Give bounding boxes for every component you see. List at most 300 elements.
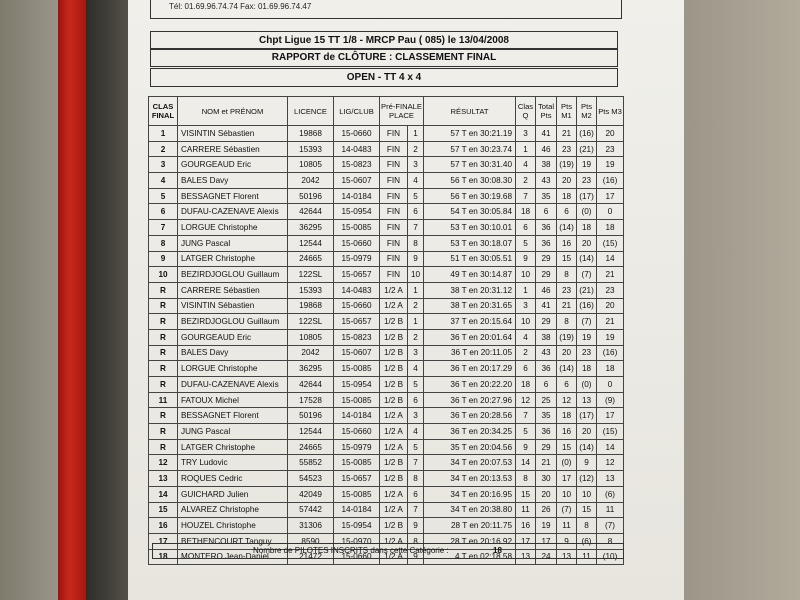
cell-pts-m2: (0) (577, 204, 597, 220)
cell-club: 14-0184 (334, 188, 380, 204)
col-header-pts-m3: Pts M3 (597, 97, 624, 126)
cell-pilot-name: LATGER Christophe (178, 439, 288, 455)
cell-rank: 11 (149, 392, 178, 408)
cell-pts-m1: 12 (557, 392, 577, 408)
cell-clas-q: 16 (516, 518, 536, 534)
cell-pilot-name: BESSAGNET Florent (178, 408, 288, 424)
cell-clas-q: 9 (516, 251, 536, 267)
cell-pts-m2: (21) (577, 282, 597, 298)
cell-pts-m2: (17) (577, 408, 597, 424)
cell-total-pts: 46 (536, 141, 557, 157)
cell-prefinal-place: 6 (408, 486, 424, 502)
table-row (149, 439, 624, 455)
cell-pts-m1: 6 (557, 204, 577, 220)
results-table (148, 96, 624, 565)
cell-total-pts: 36 (536, 220, 557, 236)
cell-result: 34 T en 20:13.53 (424, 471, 516, 487)
cell-pts-m1: 21 (557, 126, 577, 142)
cell-pts-m2: (6) (577, 533, 597, 549)
cell-rank: R (149, 439, 178, 455)
cell-pts-m2: 10 (577, 486, 597, 502)
cell-prefinal-group: 1/2 B (380, 518, 408, 534)
cell-pts-m2: (16) (577, 298, 597, 314)
cell-total-pts: 38 (536, 329, 557, 345)
table-row (149, 408, 624, 424)
cell-clas-q: 18 (516, 204, 536, 220)
cell-rank: 6 (149, 204, 178, 220)
cell-total-pts: 29 (536, 267, 557, 283)
cell-pts-m2: (7) (577, 267, 597, 283)
cell-pts-m1: 20 (557, 345, 577, 361)
cell-pts-m1: 16 (557, 424, 577, 440)
cell-pts-m3: 0 (597, 377, 624, 393)
cell-total-pts: 41 (536, 126, 557, 142)
cell-prefinal-place: 6 (408, 204, 424, 220)
cell-licence: 36295 (288, 220, 334, 236)
cell-club: 15-0657 (334, 471, 380, 487)
cell-pilot-name: CARRERE Sébastien (178, 141, 288, 157)
cell-rank: R (149, 408, 178, 424)
cell-prefinal-group: 1/2 A (380, 502, 408, 518)
cell-pts-m3: 19 (597, 329, 624, 345)
cell-total-pts: 29 (536, 439, 557, 455)
cell-licence: 55852 (288, 455, 334, 471)
cell-pts-m3: 19 (597, 157, 624, 173)
cell-pts-m3: 17 (597, 408, 624, 424)
table-row (149, 471, 624, 487)
cell-clas-q: 4 (516, 157, 536, 173)
cell-prefinal-group: 1/2 B (380, 361, 408, 377)
col-header-pts-m2: Pts M2 (577, 97, 597, 126)
table-row (149, 267, 624, 283)
cell-prefinal-place: 9 (408, 518, 424, 534)
table-row (149, 502, 624, 518)
cell-result: 56 T en 30:08.30 (424, 173, 516, 189)
cell-rank: 16 (149, 518, 178, 534)
cell-total-pts: 36 (536, 424, 557, 440)
cell-club: 15-0823 (334, 157, 380, 173)
cell-prefinal-place: 4 (408, 173, 424, 189)
cell-club: 15-0970 (334, 533, 380, 549)
contact-box (150, 0, 622, 19)
cell-total-pts: 20 (536, 486, 557, 502)
cell-result: 34 T en 20:16.95 (424, 486, 516, 502)
cell-total-pts: 17 (536, 533, 557, 549)
cell-rank: 14 (149, 486, 178, 502)
cell-licence: 8590 (288, 533, 334, 549)
event-title: Chpt Ligue 15 TT 1/8 - MRCP Pau ( 085) le 13/04/2008 (150, 31, 618, 50)
cell-pts-m1: (14) (557, 220, 577, 236)
cell-prefinal-group: 1/2 A (380, 439, 408, 455)
cell-licence: 12544 (288, 235, 334, 251)
cell-pilot-name: LORGUE Christophe (178, 361, 288, 377)
cell-pilot-name: LATGER Christophe (178, 251, 288, 267)
col-header-clas-q: Clas Q (516, 97, 536, 126)
cell-rank: 10 (149, 267, 178, 283)
cell-pts-m2: 13 (577, 392, 597, 408)
cell-pts-m2: (17) (577, 188, 597, 204)
cell-pts-m3: (16) (597, 345, 624, 361)
cell-total-pts: 26 (536, 502, 557, 518)
cell-rank: 15 (149, 502, 178, 518)
cell-club: 15-0085 (334, 392, 380, 408)
cell-licence: 19868 (288, 298, 334, 314)
cell-total-pts: 29 (536, 251, 557, 267)
cell-pts-m1: 9 (557, 533, 577, 549)
cell-pts-m3: 20 (597, 298, 624, 314)
cell-pts-m1: 10 (557, 486, 577, 502)
footer-box (152, 543, 624, 559)
cell-licence: 36295 (288, 361, 334, 377)
table-row (149, 361, 624, 377)
cell-prefinal-place: 8 (408, 471, 424, 487)
cell-result: 34 T en 20:07.53 (424, 455, 516, 471)
cell-prefinal-group: 1/2 B (380, 345, 408, 361)
cell-licence: 57442 (288, 502, 334, 518)
table-row (149, 392, 624, 408)
cell-pilot-name: JUNG Pascal (178, 424, 288, 440)
cell-prefinal-group: 1/2 A (380, 298, 408, 314)
cell-pilot-name: JUNG Pascal (178, 235, 288, 251)
cell-pilot-name: BALES Davy (178, 345, 288, 361)
cell-result: 4 T en 02:18.58 (424, 549, 516, 565)
cell-club: 15-0607 (334, 173, 380, 189)
cell-pts-m1: 11 (557, 518, 577, 534)
cell-rank: R (149, 298, 178, 314)
cell-club: 15-0660 (334, 549, 380, 565)
cell-pts-m2: (12) (577, 471, 597, 487)
cell-result: 36 T en 20:17.29 (424, 361, 516, 377)
cell-club: 15-0085 (334, 361, 380, 377)
cell-prefinal-group: 1/2 B (380, 329, 408, 345)
cell-licence: 21472 (288, 549, 334, 565)
cell-prefinal-place: 6 (408, 392, 424, 408)
cell-licence: 19868 (288, 126, 334, 142)
cell-clas-q: 10 (516, 314, 536, 330)
col-header-total-pts: Total Pts (536, 97, 557, 126)
cell-pts-m1: 15 (557, 251, 577, 267)
cell-club: 15-0657 (334, 314, 380, 330)
cell-pts-m3: 17 (597, 188, 624, 204)
cell-prefinal-place: 5 (408, 377, 424, 393)
category-title: OPEN - TT 4 x 4 (150, 68, 618, 87)
cell-pts-m1: 13 (557, 549, 577, 565)
cell-club: 15-0085 (334, 486, 380, 502)
cell-pilot-name: TRY Ludovic (178, 455, 288, 471)
binder-shadow (86, 0, 130, 600)
cell-prefinal-group: 1/2 B (380, 455, 408, 471)
cell-prefinal-place: 1 (408, 314, 424, 330)
cell-prefinal-place: 5 (408, 188, 424, 204)
cell-result: 54 T en 30:05.84 (424, 204, 516, 220)
cell-pts-m3: (7) (597, 518, 624, 534)
cell-prefinal-place: 9 (408, 549, 424, 565)
cell-clas-q: 5 (516, 424, 536, 440)
cell-pts-m1: 23 (557, 282, 577, 298)
table-row (149, 518, 624, 534)
cell-pts-m2: 19 (577, 329, 597, 345)
table-row (149, 251, 624, 267)
cell-prefinal-place: 2 (408, 329, 424, 345)
cell-rank: 5 (149, 188, 178, 204)
cell-club: 15-0660 (334, 126, 380, 142)
cell-pts-m3: 21 (597, 314, 624, 330)
cell-prefinal-place: 3 (408, 345, 424, 361)
cell-licence: 10805 (288, 329, 334, 345)
background-right (680, 0, 800, 600)
cell-prefinal-group: 1/2 B (380, 377, 408, 393)
cell-pts-m1: 6 (557, 377, 577, 393)
cell-pts-m2: 20 (577, 235, 597, 251)
table-row (149, 282, 624, 298)
cell-rank: R (149, 424, 178, 440)
cell-rank: R (149, 361, 178, 377)
cell-rank: R (149, 314, 178, 330)
cell-pts-m1: (14) (557, 361, 577, 377)
cell-total-pts: 36 (536, 361, 557, 377)
cell-prefinal-place: 8 (408, 235, 424, 251)
cell-licence: 54523 (288, 471, 334, 487)
cell-pts-m3: 14 (597, 439, 624, 455)
col-header-licence: LICENCE (288, 97, 334, 126)
cell-clas-q: 3 (516, 126, 536, 142)
cell-prefinal-place: 2 (408, 141, 424, 157)
cell-licence: 10805 (288, 157, 334, 173)
cell-licence: 50196 (288, 188, 334, 204)
cell-result: 49 T en 30:14.87 (424, 267, 516, 283)
table-row (149, 314, 624, 330)
col-header-club: LIG/CLUB (334, 97, 380, 126)
cell-pilot-name: BEZIRDJOGLOU Guillaum (178, 314, 288, 330)
cell-pts-m3: 14 (597, 251, 624, 267)
cell-result: 34 T en 20:38.80 (424, 502, 516, 518)
cell-licence: 42049 (288, 486, 334, 502)
cell-pts-m1: 8 (557, 314, 577, 330)
cell-pts-m2: 18 (577, 361, 597, 377)
cell-pts-m1: 15 (557, 439, 577, 455)
cell-prefinal-group: 1/2 A (380, 282, 408, 298)
cell-pts-m2: (21) (577, 141, 597, 157)
cell-pts-m3: (16) (597, 173, 624, 189)
cell-pts-m2: 23 (577, 345, 597, 361)
cell-pts-m2: 19 (577, 157, 597, 173)
cell-licence: 2042 (288, 173, 334, 189)
cell-total-pts: 43 (536, 345, 557, 361)
cell-rank: 18 (149, 549, 178, 565)
cell-prefinal-place: 7 (408, 455, 424, 471)
cell-prefinal-group: 1/2 B (380, 471, 408, 487)
cell-pts-m2: 15 (577, 502, 597, 518)
cell-pilot-name: BETHENCOURT Tanguy (178, 533, 288, 549)
cell-pilot-name: CARRERE Sébastien (178, 282, 288, 298)
cell-prefinal-place: 4 (408, 361, 424, 377)
cell-prefinal-place: 7 (408, 220, 424, 236)
cell-clas-q: 7 (516, 188, 536, 204)
cell-prefinal-place: 7 (408, 502, 424, 518)
cell-club: 15-0085 (334, 455, 380, 471)
cell-clas-q: 9 (516, 439, 536, 455)
table-row (149, 173, 624, 189)
cell-prefinal-group: 1/2 B (380, 314, 408, 330)
cell-licence: 24665 (288, 251, 334, 267)
cell-pts-m2: 11 (577, 549, 597, 565)
cell-result: 53 T en 30:10.01 (424, 220, 516, 236)
cell-pilot-name: GOURGEAUD Eric (178, 157, 288, 173)
cell-pilot-name: BALES Davy (178, 173, 288, 189)
cell-result: 53 T en 30:18.07 (424, 235, 516, 251)
cell-total-pts: 43 (536, 173, 557, 189)
cell-pilot-name: FATOUX Michel (178, 392, 288, 408)
cell-clas-q: 2 (516, 345, 536, 361)
results-body (149, 126, 624, 565)
cell-licence: 17528 (288, 392, 334, 408)
cell-clas-q: 15 (516, 486, 536, 502)
cell-pilot-name: GUICHARD Julien (178, 486, 288, 502)
cell-result: 35 T en 20:04.56 (424, 439, 516, 455)
cell-pts-m1: 8 (557, 267, 577, 283)
table-row (149, 157, 624, 173)
cell-rank: R (149, 282, 178, 298)
cell-licence: 12544 (288, 424, 334, 440)
cell-total-pts: 38 (536, 157, 557, 173)
cell-pts-m1: 18 (557, 188, 577, 204)
table-row (149, 377, 624, 393)
cell-pts-m2: 9 (577, 455, 597, 471)
cell-total-pts: 35 (536, 408, 557, 424)
cell-result: 36 T en 20:11.05 (424, 345, 516, 361)
cell-clas-q: 11 (516, 502, 536, 518)
cell-prefinal-place: 3 (408, 157, 424, 173)
cell-total-pts: 41 (536, 298, 557, 314)
cell-total-pts: 24 (536, 549, 557, 565)
table-row (149, 345, 624, 361)
cell-pts-m1: 16 (557, 235, 577, 251)
cell-clas-q: 18 (516, 377, 536, 393)
cell-pilot-name: ALVAREZ Christophe (178, 502, 288, 518)
cell-prefinal-group: 1/2 A (380, 486, 408, 502)
background-left (0, 0, 60, 600)
cell-pts-m3: (15) (597, 235, 624, 251)
cell-prefinal-group: 1/2 A (380, 549, 408, 565)
cell-club: 14-0184 (334, 502, 380, 518)
cell-pts-m3: 23 (597, 141, 624, 157)
cell-rank: R (149, 345, 178, 361)
cell-licence: 122SL (288, 314, 334, 330)
cell-rank: R (149, 329, 178, 345)
table-row (149, 141, 624, 157)
cell-total-pts: 30 (536, 471, 557, 487)
cell-total-pts: 36 (536, 235, 557, 251)
cell-pilot-name: ROQUES Cedric (178, 471, 288, 487)
cell-prefinal-group: FIN (380, 235, 408, 251)
cell-prefinal-group: FIN (380, 188, 408, 204)
cell-pilot-name: BEZIRDJOGLOU Guillaum (178, 267, 288, 283)
cell-rank: 4 (149, 173, 178, 189)
cell-pts-m3: 0 (597, 204, 624, 220)
table-row (149, 220, 624, 236)
cell-result: 36 T en 20:01.64 (424, 329, 516, 345)
cell-total-pts: 35 (536, 188, 557, 204)
cell-clas-q: 14 (516, 455, 536, 471)
cell-club: 15-0954 (334, 377, 380, 393)
cell-pts-m3: 23 (597, 282, 624, 298)
cell-pts-m3: 11 (597, 502, 624, 518)
cell-clas-q: 1 (516, 282, 536, 298)
col-header-pts-m1: Pts M1 (557, 97, 577, 126)
cell-pts-m3: (6) (597, 486, 624, 502)
cell-pilot-name: VISINTIN Sébastien (178, 126, 288, 142)
cell-prefinal-place: 2 (408, 298, 424, 314)
cell-rank: 8 (149, 235, 178, 251)
cell-licence: 42644 (288, 204, 334, 220)
cell-pts-m2: (14) (577, 251, 597, 267)
cell-result: 36 T en 20:22.20 (424, 377, 516, 393)
cell-pts-m1: (19) (557, 329, 577, 345)
cell-clas-q: 7 (516, 408, 536, 424)
cell-club: 15-0954 (334, 204, 380, 220)
cell-licence: 122SL (288, 267, 334, 283)
cell-pts-m1: 17 (557, 471, 577, 487)
table-row (149, 204, 624, 220)
cell-result: 28 T en 20:11.75 (424, 518, 516, 534)
cell-club: 15-0660 (334, 424, 380, 440)
cell-pilot-name: DUFAU-CAZENAVE Alexis (178, 204, 288, 220)
cell-clas-q: 3 (516, 298, 536, 314)
cell-licence: 31306 (288, 518, 334, 534)
cell-club: 14-0483 (334, 282, 380, 298)
col-header-prefinale: Pré-FINALE PLACE (380, 97, 424, 126)
table-row (149, 126, 624, 142)
cell-club: 15-0085 (334, 220, 380, 236)
cell-prefinal-group: FIN (380, 173, 408, 189)
table-row (149, 298, 624, 314)
table-row (149, 424, 624, 440)
cell-pts-m1: 18 (557, 408, 577, 424)
cell-pilot-name: GOURGEAUD Eric (178, 329, 288, 345)
table-header-row (149, 97, 624, 126)
table-row (149, 188, 624, 204)
cell-prefinal-group: FIN (380, 157, 408, 173)
table-row (149, 455, 624, 471)
cell-club: 14-0184 (334, 408, 380, 424)
cell-pilot-name: VISINTIN Sébastien (178, 298, 288, 314)
cell-pts-m1: (0) (557, 455, 577, 471)
cell-pts-m1: 20 (557, 173, 577, 189)
cell-prefinal-place: 1 (408, 126, 424, 142)
cell-prefinal-place: 1 (408, 282, 424, 298)
cell-clas-q: 10 (516, 267, 536, 283)
cell-rank: 9 (149, 251, 178, 267)
cell-pilot-name: BESSAGNET Florent (178, 188, 288, 204)
cell-prefinal-group: 1/2 A (380, 533, 408, 549)
cell-prefinal-group: 1/2 A (380, 424, 408, 440)
cell-prefinal-group: FIN (380, 267, 408, 283)
contact-line: Tél: 01.69.96.74.74 Fax: 01.69.96.74.47 (169, 2, 312, 11)
cell-clas-q: 4 (516, 329, 536, 345)
cell-pts-m2: (16) (577, 126, 597, 142)
cell-club: 15-0657 (334, 267, 380, 283)
cell-prefinal-group: FIN (380, 220, 408, 236)
cell-prefinal-place: 8 (408, 533, 424, 549)
col-header-clas-final: CLAS FINAL (149, 97, 178, 126)
cell-pts-m2: (0) (577, 377, 597, 393)
cell-pts-m2: 23 (577, 173, 597, 189)
cell-total-pts: 6 (536, 377, 557, 393)
cell-pilot-name: HOUZEL Christophe (178, 518, 288, 534)
cell-pts-m2: 20 (577, 424, 597, 440)
cell-prefinal-group: FIN (380, 251, 408, 267)
cell-result: 56 T en 30:19.68 (424, 188, 516, 204)
